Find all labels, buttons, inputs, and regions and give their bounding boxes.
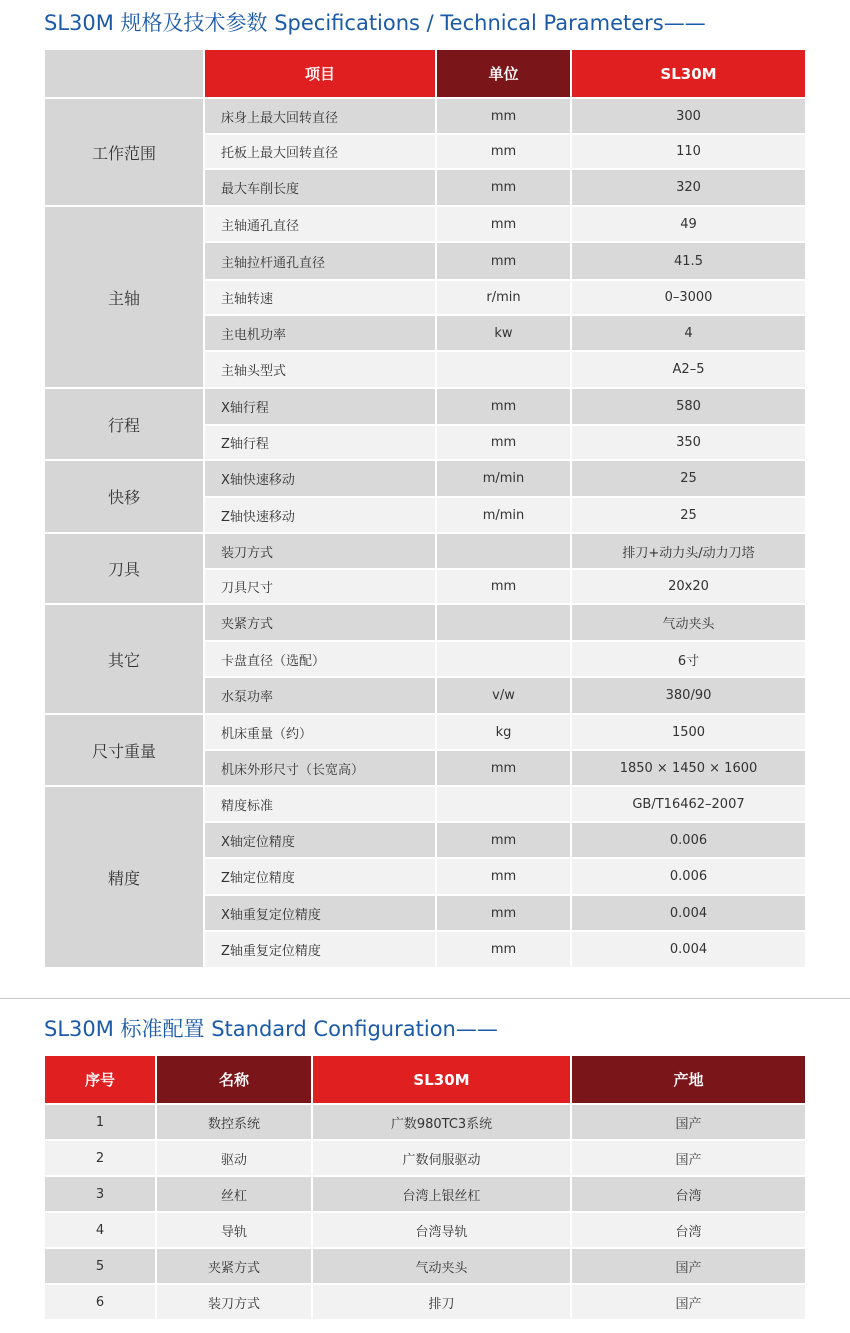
spec-item-cell: 夹紧方式	[205, 605, 437, 642]
spec-header-model: SL30M	[572, 50, 805, 99]
config-model-cell: 广数980TC3系统	[313, 1105, 572, 1141]
config-model-cell: 台湾上银丝杠	[313, 1177, 572, 1213]
spec-value-cell: 300	[572, 99, 805, 135]
spec-header-item: 项目	[205, 50, 437, 99]
spec-unit-cell	[437, 642, 572, 678]
spec-section-title: SL30M 规格及技术参数 Specifications / Technical Parameters——	[44, 11, 706, 35]
spec-group-label: 工作范围	[45, 99, 205, 207]
config-no-cell: 5	[45, 1249, 157, 1285]
config-name-cell: 装刀方式	[157, 1285, 313, 1321]
spec-row	[45, 715, 805, 751]
spec-item-cell: 床身上最大回转直径	[205, 99, 437, 135]
spec-unit-cell: mm	[437, 207, 572, 243]
spec-item-cell: X轴重复定位精度	[205, 896, 437, 932]
spec-group-label: 精度	[45, 787, 205, 969]
spec-item-cell: 水泵功率	[205, 678, 437, 715]
config-model-cell: 广数伺服驱动	[313, 1141, 572, 1177]
spec-unit-cell: mm	[437, 859, 572, 896]
spec-header-blank	[45, 50, 205, 99]
spec-row	[45, 534, 805, 570]
config-header-name: 名称	[157, 1056, 313, 1105]
config-row	[45, 1285, 805, 1321]
spec-unit-cell: m/min	[437, 461, 572, 498]
spec-value-cell: 排刀+动力头/动力刀塔	[572, 534, 805, 570]
spec-item-cell: X轴定位精度	[205, 823, 437, 859]
spec-value-cell: 20x20	[572, 570, 805, 605]
spec-header-unit: 单位	[437, 50, 572, 99]
spec-value-cell: 0.006	[572, 823, 805, 859]
spec-value-cell: 350	[572, 426, 805, 461]
spec-item-cell: 最大车削长度	[205, 170, 437, 207]
spec-value-cell: 25	[572, 498, 805, 534]
config-origin-cell: 台湾	[572, 1213, 805, 1249]
spec-value-cell: 580	[572, 389, 805, 426]
spec-value-cell: 41.5	[572, 243, 805, 281]
spec-item-cell: 刀具尺寸	[205, 570, 437, 605]
spec-item-cell: Z轴行程	[205, 426, 437, 461]
spec-group-label: 其它	[45, 605, 205, 715]
config-model-cell: 排刀	[313, 1285, 572, 1321]
spec-unit-cell: mm	[437, 751, 572, 787]
spec-unit-cell: mm	[437, 570, 572, 605]
spec-unit-cell: kg	[437, 715, 572, 751]
spec-row	[45, 207, 805, 243]
spec-group-label: 快移	[45, 461, 205, 534]
spec-value-cell: 110	[572, 135, 805, 170]
spec-item-cell: 装刀方式	[205, 534, 437, 570]
spec-item-cell: 主轴转速	[205, 281, 437, 316]
config-origin-cell: 国产	[572, 1141, 805, 1177]
config-header-row	[45, 1056, 805, 1105]
config-section-title: SL30M 标准配置 Standard Configuration——	[44, 1017, 498, 1041]
spec-value-cell: 320	[572, 170, 805, 207]
spec-row	[45, 787, 805, 823]
spec-item-cell: Z轴重复定位精度	[205, 932, 437, 969]
config-table	[45, 1056, 805, 1321]
spec-item-cell: 托板上最大回转直径	[205, 135, 437, 170]
spec-unit-cell	[437, 605, 572, 642]
spec-unit-cell: mm	[437, 170, 572, 207]
spec-value-cell: 0.004	[572, 932, 805, 969]
config-name-cell: 丝杠	[157, 1177, 313, 1213]
config-name-cell: 数控系统	[157, 1105, 313, 1141]
spec-table-body	[45, 99, 805, 969]
config-no-cell: 4	[45, 1213, 157, 1249]
spec-row	[45, 99, 805, 135]
spec-header-row	[45, 50, 805, 99]
spec-group-label: 刀具	[45, 534, 205, 605]
spec-value-cell: 380/90	[572, 678, 805, 715]
spec-unit-cell: kw	[437, 316, 572, 352]
config-no-cell: 2	[45, 1141, 157, 1177]
spec-unit-cell: mm	[437, 426, 572, 461]
spec-value-cell: 1500	[572, 715, 805, 751]
spec-unit-cell: mm	[437, 243, 572, 281]
spec-value-cell: GB/T16462–2007	[572, 787, 805, 823]
config-name-cell: 驱动	[157, 1141, 313, 1177]
config-origin-cell: 国产	[572, 1249, 805, 1285]
spec-unit-cell	[437, 787, 572, 823]
config-row	[45, 1249, 805, 1285]
spec-item-cell: 主轴拉杆通孔直径	[205, 243, 437, 281]
spec-item-cell: 主轴通孔直径	[205, 207, 437, 243]
spec-unit-cell: mm	[437, 823, 572, 859]
config-row	[45, 1141, 805, 1177]
config-name-cell: 导轨	[157, 1213, 313, 1249]
spec-unit-cell: r/min	[437, 281, 572, 316]
config-model-cell: 台湾导轨	[313, 1213, 572, 1249]
spec-item-cell: X轴快速移动	[205, 461, 437, 498]
spec-unit-cell: v/w	[437, 678, 572, 715]
config-row	[45, 1213, 805, 1249]
spec-value-cell: 0.004	[572, 896, 805, 932]
config-header-model: SL30M	[313, 1056, 572, 1105]
spec-item-cell: X轴行程	[205, 389, 437, 426]
spec-value-cell: 49	[572, 207, 805, 243]
spec-row	[45, 461, 805, 498]
spec-unit-cell: mm	[437, 135, 572, 170]
config-origin-cell: 台湾	[572, 1177, 805, 1213]
spec-group-label: 尺寸重量	[45, 715, 205, 787]
spec-value-cell: 6寸	[572, 642, 805, 678]
spec-unit-cell: mm	[437, 389, 572, 426]
spec-unit-cell: mm	[437, 99, 572, 135]
spec-unit-cell	[437, 352, 572, 389]
config-row	[45, 1105, 805, 1141]
spec-item-cell: 机床外形尺寸（长宽高）	[205, 751, 437, 787]
spec-value-cell: 0.006	[572, 859, 805, 896]
config-model-cell: 气动夹头	[313, 1249, 572, 1285]
spec-item-cell: 机床重量（约）	[205, 715, 437, 751]
spec-item-cell: 主轴头型式	[205, 352, 437, 389]
spec-value-cell: 25	[572, 461, 805, 498]
config-header-origin: 产地	[572, 1056, 805, 1105]
spec-group-label: 行程	[45, 389, 205, 461]
spec-value-cell: 1850 × 1450 × 1600	[572, 751, 805, 787]
spec-item-cell: 精度标准	[205, 787, 437, 823]
spec-item-cell: 主电机功率	[205, 316, 437, 352]
config-name-cell: 夹紧方式	[157, 1249, 313, 1285]
config-origin-cell: 国产	[572, 1285, 805, 1321]
spec-item-cell: 卡盘直径（选配）	[205, 642, 437, 678]
spec-row	[45, 605, 805, 642]
spec-group-label: 主轴	[45, 207, 205, 389]
spec-value-cell: 气动夹头	[572, 605, 805, 642]
spec-item-cell: Z轴定位精度	[205, 859, 437, 896]
section-divider	[0, 998, 850, 999]
spec-row	[45, 389, 805, 426]
spec-unit-cell	[437, 534, 572, 570]
spec-unit-cell: m/min	[437, 498, 572, 534]
config-no-cell: 3	[45, 1177, 157, 1213]
spec-table	[45, 50, 805, 969]
spec-item-cell: Z轴快速移动	[205, 498, 437, 534]
spec-unit-cell: mm	[437, 896, 572, 932]
config-origin-cell: 国产	[572, 1105, 805, 1141]
config-header-no: 序号	[45, 1056, 157, 1105]
spec-value-cell: A2–5	[572, 352, 805, 389]
config-no-cell: 1	[45, 1105, 157, 1141]
spec-value-cell: 4	[572, 316, 805, 352]
config-row	[45, 1177, 805, 1213]
config-no-cell: 6	[45, 1285, 157, 1321]
spec-unit-cell: mm	[437, 932, 572, 969]
config-table-body	[45, 1105, 805, 1321]
spec-value-cell: 0–3000	[572, 281, 805, 316]
